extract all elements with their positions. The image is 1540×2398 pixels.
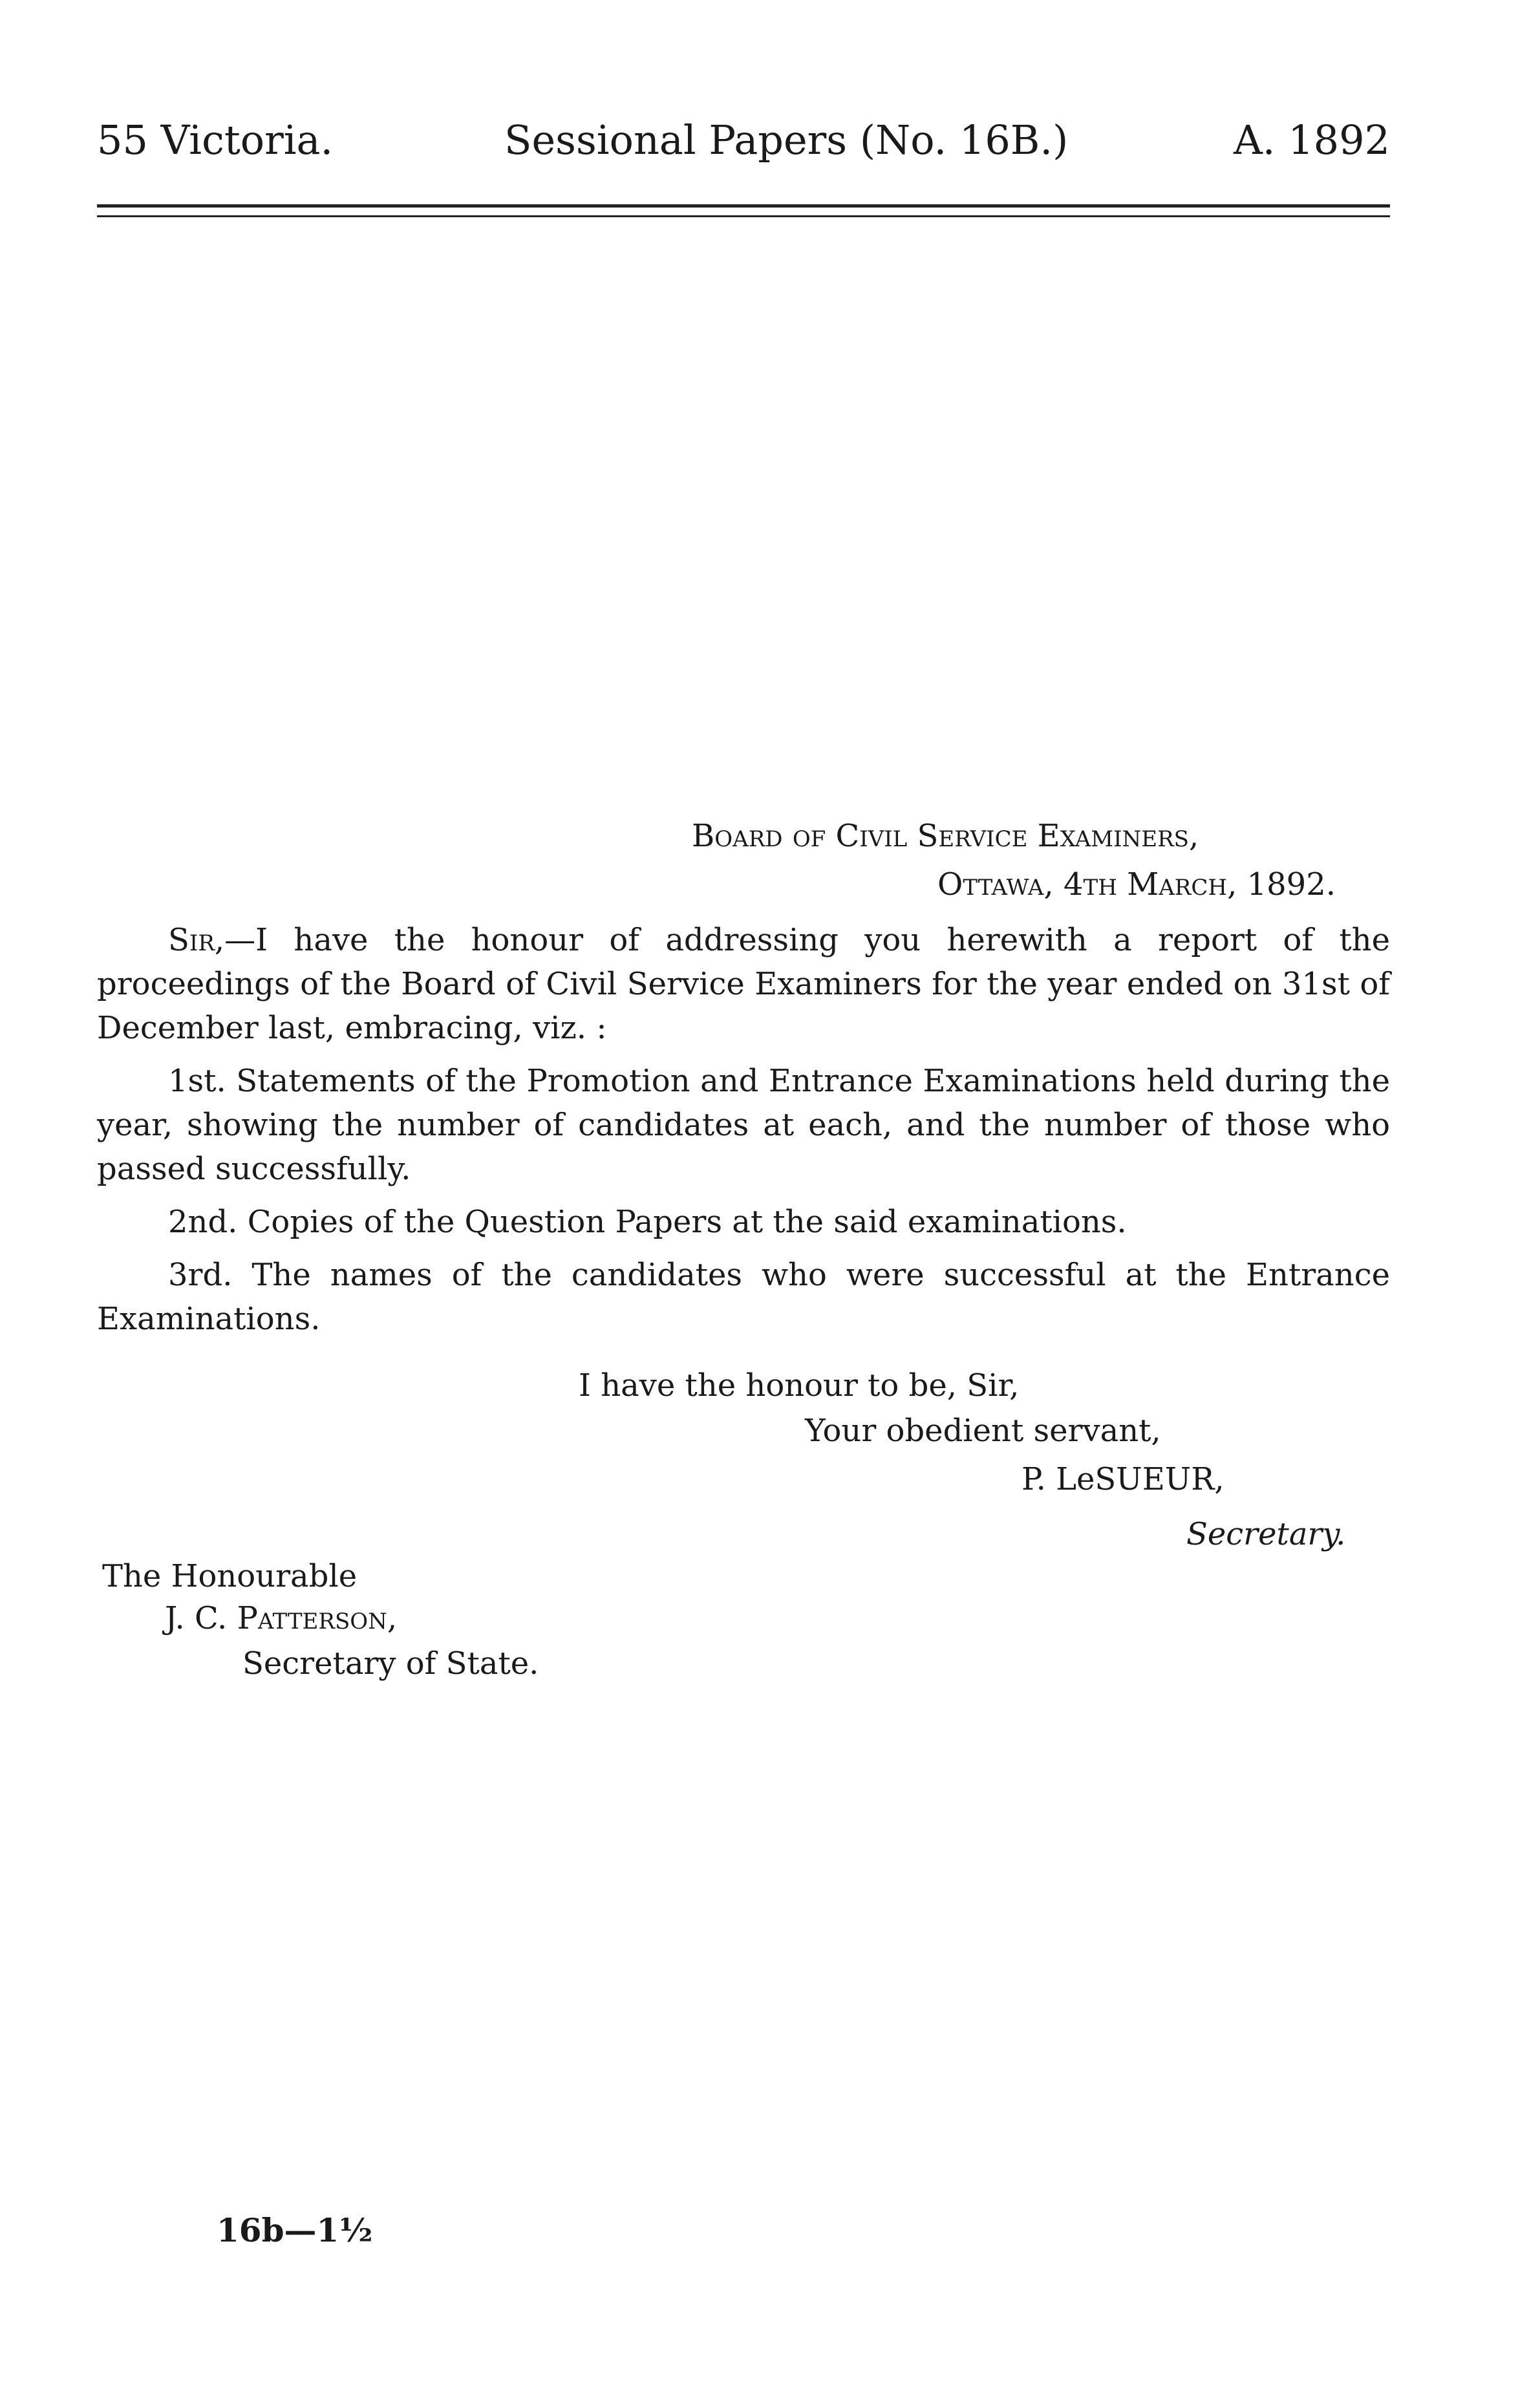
letter-intro-paragraph [97,918,1390,1050]
letter-valediction: Your obedient servant, [805,1413,1161,1449]
header-title: Sessional Papers (No. 16B.) [504,116,1069,164]
letter-closing: I have the honour to be, Sir, [579,1367,1020,1404]
letter-body [97,918,1390,1341]
addressee-name: J. C. Patterson, [165,1600,398,1636]
addressee-honorific: The Honourable [102,1558,358,1594]
header-volume: 55 Victoria. [97,116,334,164]
letter-signature-title: Secretary. [1186,1516,1346,1552]
header-rule-thick [97,204,1390,208]
running-header [97,116,1390,181]
letter-salutation: Sir, [168,922,225,958]
letter-place-date: Ottawa, 4th March, 1892. [937,866,1336,903]
letter-item-1: 1st. Statements of the Promotion and Entrance Examinations held during the year, showing the number of candidates at each, and the number of those who passed successfully. [97,1063,1390,1187]
letter-item-2: 2nd. Copies of the Question Papers at the said examinations. [168,1204,1127,1240]
letter-item-3: 3rd. The names of the candidates who were successful at the Entrance Examinations. [97,1257,1390,1337]
letter-signature: P. LeSUEUR, [1021,1461,1225,1497]
header-rule-thin [97,215,1390,217]
header-year: A. 1892 [1234,116,1390,164]
page-reference: 16b—1½ [217,2211,373,2249]
addressee-title: Secretary of State. [242,1645,539,1682]
letter-office: Board of Civil Service Examiners, [692,818,1199,854]
letter-intro: —I have the honour of addressing you herewith a report of the proceedings of the Board of Civil Service Examiners for the year ended on 31st of December last, embracing, viz. : [97,922,1390,1046]
